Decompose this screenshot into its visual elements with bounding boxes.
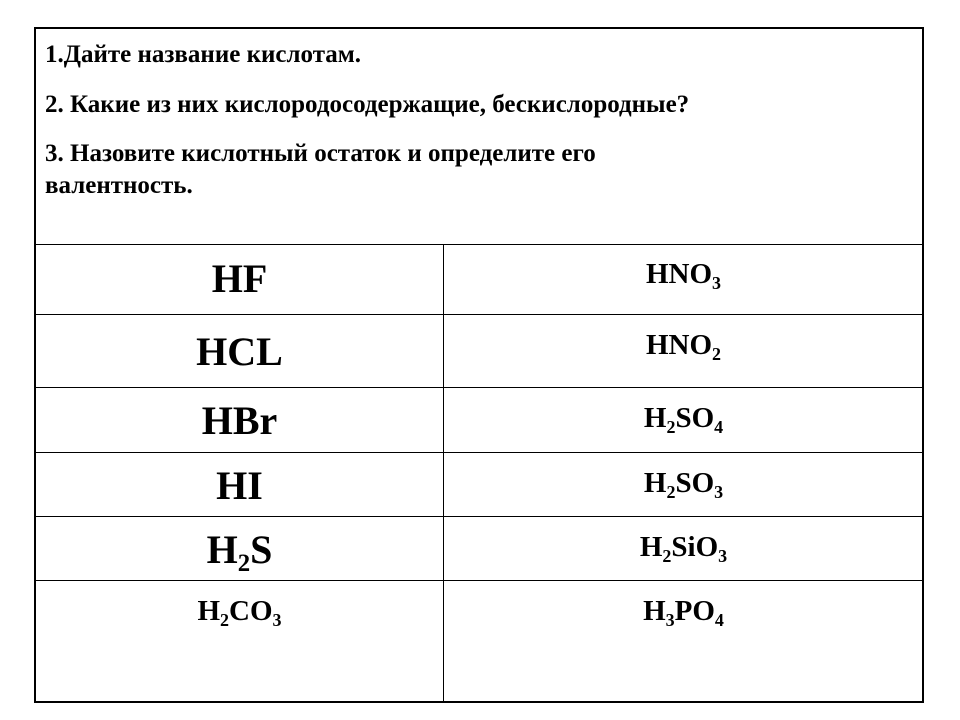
- instruction-2: 2. Какие из них кислородосодержащие, бескислородные?: [45, 91, 690, 118]
- acid-cell-right-2: [443, 330, 924, 363]
- instructions-block: [36, 29, 922, 245]
- acid-cell-right-5: [443, 532, 924, 565]
- acid-formula: H2SO3: [643, 467, 724, 502]
- instruction-3-part-1: 3. Назовите кислотный остаток и определите его: [45, 140, 596, 167]
- acid-cell-left-4: [36, 463, 443, 508]
- acid-cell-left-5: [36, 527, 443, 577]
- acid-cell-right-1: [443, 259, 924, 292]
- worksheet-table: [34, 27, 924, 703]
- acid-formula: H3PO4: [643, 595, 724, 630]
- instruction-3-part-2: валентность.: [45, 172, 193, 199]
- row-divider: [36, 452, 922, 453]
- acid-cell-left-6: [36, 596, 443, 629]
- acid-cell-right-3: [443, 403, 924, 436]
- acid-cell-left-2: [36, 329, 443, 374]
- acid-formula: H2S: [206, 527, 273, 577]
- acid-formula: H2CO3: [197, 595, 282, 630]
- row-divider: [36, 516, 922, 517]
- acid-cell-right-4: [443, 468, 924, 501]
- acid-formula: HNO3: [645, 258, 722, 293]
- acid-formula: H2SO4: [643, 402, 724, 437]
- acid-cell-right-6: [443, 596, 924, 629]
- instruction-1: 1.Дайте название кислотам.: [45, 41, 362, 68]
- acid-cell-left-3: [36, 398, 443, 443]
- acid-formula: HBr: [201, 398, 278, 443]
- acid-formula: HNO2: [645, 329, 722, 364]
- acid-formula: HF: [211, 256, 268, 301]
- row-divider: [36, 580, 922, 581]
- acid-formula: HI: [216, 463, 263, 508]
- acid-formula: H2SiO3: [639, 531, 728, 566]
- acid-cell-left-1: [36, 256, 443, 301]
- row-divider: [36, 314, 922, 315]
- acid-formula: HCL: [196, 329, 283, 374]
- row-divider: [36, 387, 922, 388]
